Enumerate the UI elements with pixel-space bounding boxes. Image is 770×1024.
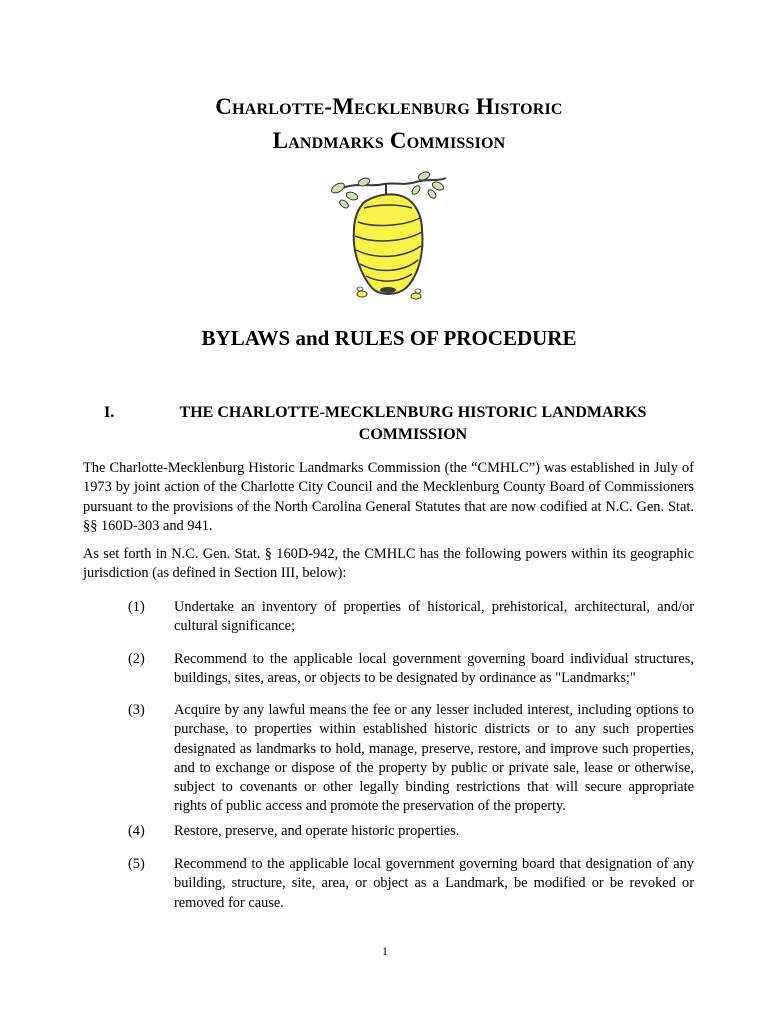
list-item-number: (2) xyxy=(128,651,145,667)
list-item-text: Restore, preserve, and operate historic properties. xyxy=(174,823,460,839)
list-item-text: Acquire by any lawful means the fee or any lesser included interest, including options to purchase, to properties within established historic districts or to any such properties designated as landmarks to hold, manage, preserve, restore, and improve such properties, and to exchange or dispose of the property by public or private sale, lease or otherwise, subject to covenants or other legally binding restrictions that will secure appropriate rights of public access and promote the preservation of the property. xyxy=(174,702,694,815)
organization-title xyxy=(100,90,678,158)
section-title: THE CHARLOTTE-MECKLENBURG HISTORIC LANDMARKS COMMISSION xyxy=(179,404,647,443)
list-item-number: (3) xyxy=(128,702,145,718)
list-item-text: Recommend to the applicable local government governing board that designation of any building, structure, site, area, or object as a Landmark, be modified or be revoked or removed for cause. xyxy=(174,856,694,911)
beehive-logo-icon xyxy=(324,170,452,310)
list-item-number: (1) xyxy=(128,599,145,615)
document-title: BYLAWS and RULES OF PROCEDURE xyxy=(201,326,577,350)
list-item-text: Undertake an inventory of properties of historical, prehistorical, architectural, and/or cultural significance; xyxy=(174,599,694,635)
section-number: I. xyxy=(104,404,115,421)
list-item-number: (5) xyxy=(128,856,145,872)
page-number: 1 xyxy=(382,944,388,958)
paragraph-powers-intro: As set forth in N.C. Gen. Stat. § 160D-942, the CMHLC has the following powers within its geographic jurisdiction (as defined in Section III, below): xyxy=(83,546,694,582)
list-item-number: (4) xyxy=(128,823,145,839)
paragraph-establishment: The Charlotte-Mecklenburg Historic Landmarks Commission (the “CMHLC”) was established in July of 1973 by joint action of the Charlotte City Council and the Mecklenburg County Board of Commissioners pursuant to the provisions of the North Carolina General Statutes that are now codified at N.C. Gen. Stat. §§ 160D-303 and 941. xyxy=(83,460,694,534)
organization-title-line-2: Landmarks Commission xyxy=(272,128,506,153)
list-item-text: Recommend to the applicable local government governing board individual structures, buildings, sites, areas, or objects to be designated by ordinance as "Landmarks;" xyxy=(174,651,694,687)
organization-title-line-1: Charlotte-Mecklenburg Historic xyxy=(215,94,563,119)
